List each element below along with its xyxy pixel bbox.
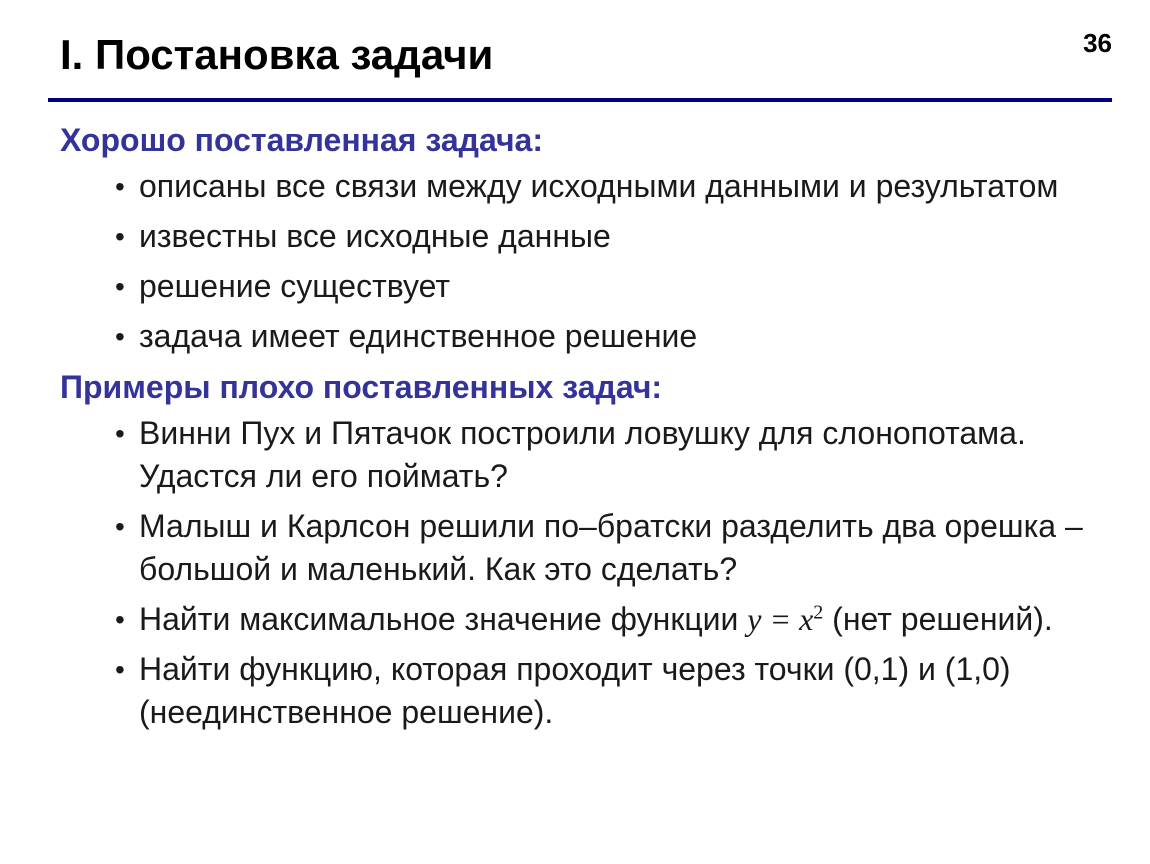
ill-posed-list xyxy=(60,412,1120,734)
well-posed-item: • задача имеет единственное решение xyxy=(60,315,1120,358)
function-formula xyxy=(747,601,823,637)
page-number: 36 xyxy=(1083,28,1112,58)
ill-posed-item: • Найти функцию, которая проходит через точки (0,1) и (1,0) (неединственное решение). xyxy=(60,648,1120,734)
ill-posed-item xyxy=(60,598,1120,641)
slide-content xyxy=(60,118,1120,741)
ill-posed-heading: Примеры плохо поставленных задач: xyxy=(60,369,663,405)
ill-posed-item-text: (нет решений). xyxy=(823,601,1053,637)
well-posed-list xyxy=(60,165,1120,358)
well-posed-item: • решение существует xyxy=(60,265,1120,308)
title-divider xyxy=(48,98,1112,102)
ill-posed-item: • Винни Пух и Пятачок построили ловушку для слонопотама. Удастся ли его поймать? xyxy=(60,412,1120,498)
slide-title: I. Постановка задачи xyxy=(60,31,494,78)
well-posed-item: • известны все исходные данные xyxy=(60,215,1120,258)
ill-posed-item-text: Найти максимальное значение функции xyxy=(139,601,748,637)
well-posed-heading: Хорошо поставленная задача: xyxy=(60,122,543,158)
well-posed-item: • описаны все связи между исходными данными и результатом xyxy=(60,165,1120,208)
ill-posed-item: • Малыш и Карлсон решили по–братски разделить два орешка – большой и маленький. Как это сделать? xyxy=(60,505,1120,591)
formula-exponent: 2 xyxy=(813,601,824,624)
formula-base: y = x xyxy=(747,601,814,637)
